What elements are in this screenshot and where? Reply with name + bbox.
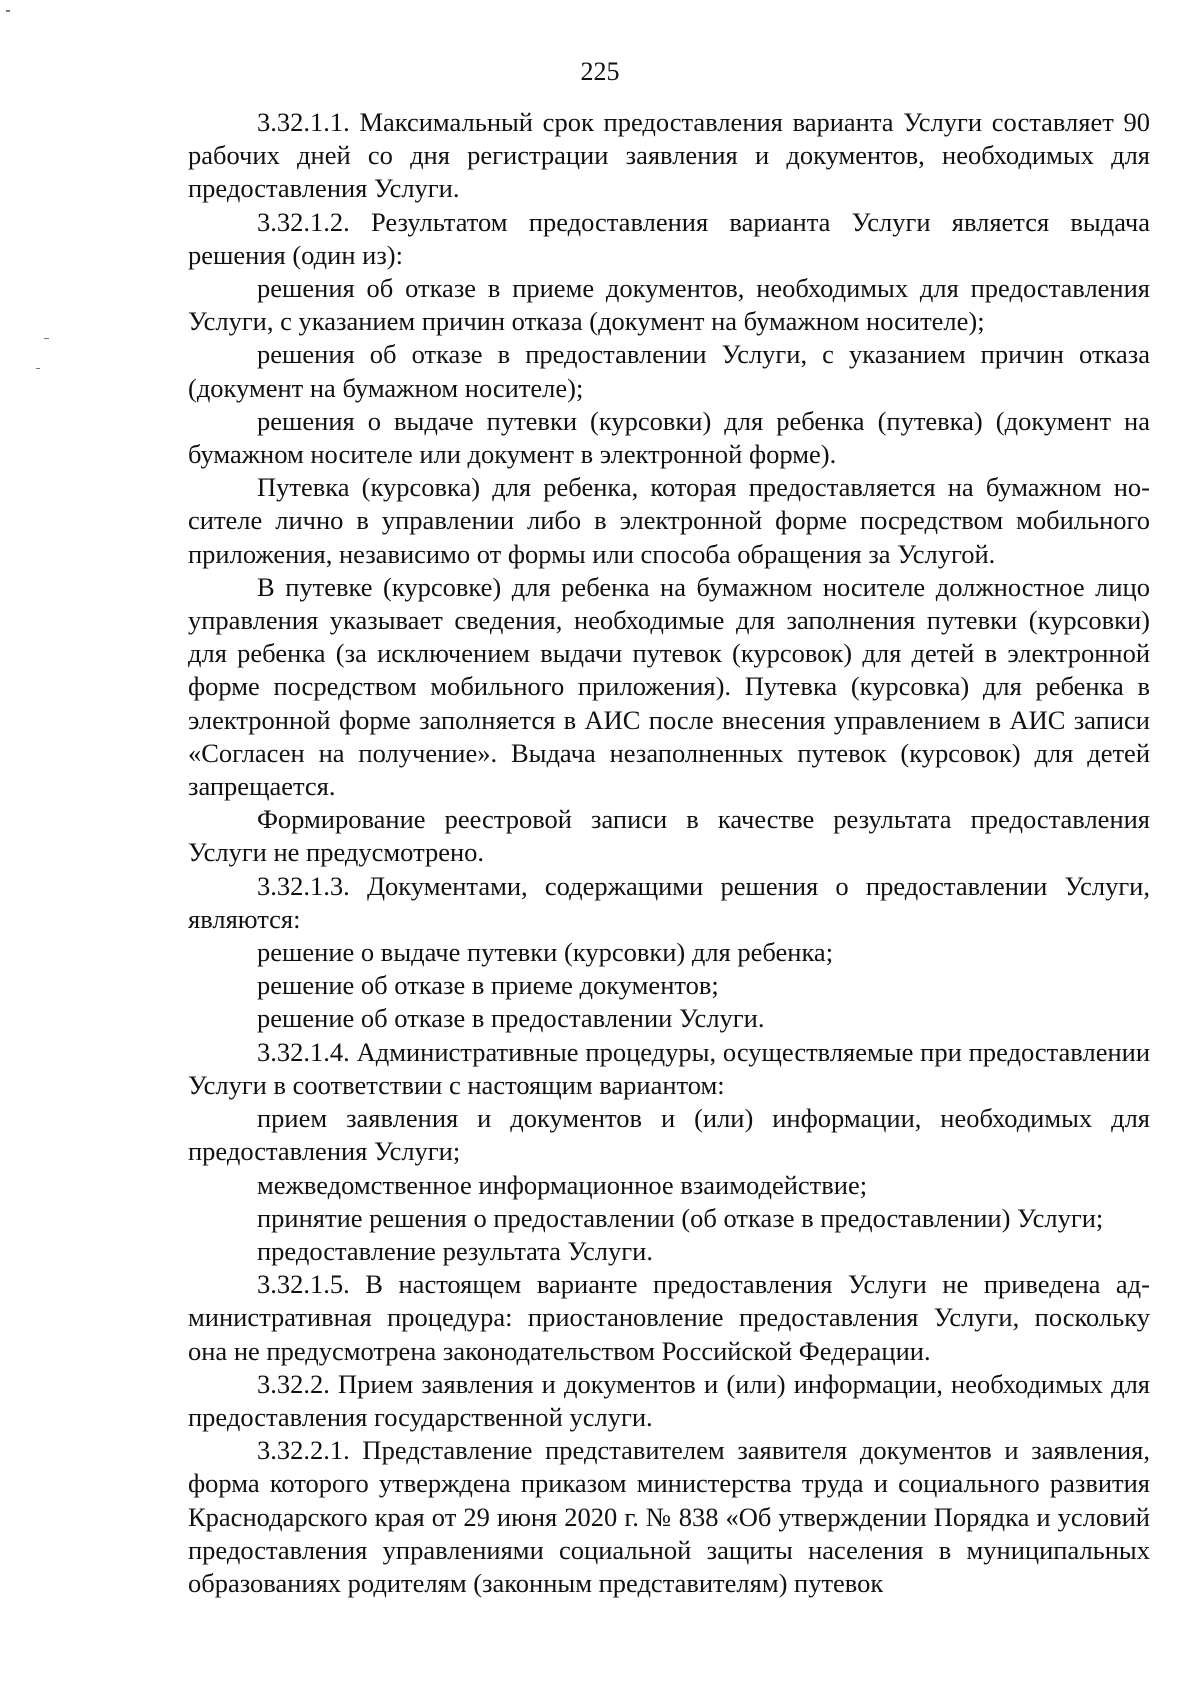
paragraph: 3.32.1.2. Результатом предоставления варианта Услуги является выдача решения (один из):	[188, 206, 1150, 270]
paragraph: 3.32.2.1. Представление представителем заявителя документов и заявления, форма которого утверждена приказом министерства труда и социального развития Краснодарского края от 29 июня 2020 г. № 838 «Об утверждении Порядка и условий предоставления управлениями социальной защиты населения в муниципальных образованиях родителям (законным представителям) путевок	[188, 1435, 1150, 1598]
list-item: решения об отказе в приеме документов, необходимых для предоставления Услуги, с указанием причин отказа (документ на бумажном носителе);	[188, 273, 1150, 337]
paragraph: 3.32.1.5. В настоящем варианте предоставления Услуги не приведена административная процедура: приостановление предоставления Услуги, поскольку она не предусмотрена законодательством Российской Федерации.	[188, 1269, 1150, 1366]
paragraph: 3.32.1.4. Административные процедуры, осуществляемые при предоставлении Услуги в соответствии с настоящим вариантом:	[188, 1036, 1150, 1100]
scan-artifact-mark	[6, 10, 10, 12]
list-item: предоставление результата Услуги.	[257, 1235, 653, 1266]
list-item: решения об отказе в предоставлении Услуги, с указанием причин отказа (документ на бумажном носителе);	[188, 339, 1150, 403]
list-item: межведомственное информационное взаимодействие;	[257, 1169, 868, 1200]
list-item: решение о выдаче путевки (курсовки) для ребенка;	[257, 937, 834, 968]
page-number: 225	[580, 57, 620, 86]
paragraph: 3.32.1.3. Документами, содержащими решения о предоставлении Услуги, являются:	[188, 870, 1150, 934]
scan-artifact-mark	[44, 338, 49, 339]
list-item: решения о выдаче путевки (курсовки) для ребенка (путевка) (документ на бумажном носителе или документ в электронной форме).	[188, 405, 1150, 470]
document-body	[188, 106, 1150, 1600]
paragraph: 3.32.2. Прием заявления и документов и (или) информации, необходимых для предоставления государственной услуги.	[188, 1368, 1150, 1432]
list-item: решение об отказе в предоставлении Услуги.	[257, 1003, 765, 1034]
list-item: решение об отказе в приеме документов;	[257, 970, 719, 1001]
list-item: прием заявления и документов и (или) информации, необходимых для предоставления Услуги;	[188, 1103, 1150, 1167]
paragraph: 3.32.1.1. Максимальный срок предоставления варианта Услуги составляет 90 рабочих дней со дня регистрации заявления и документов, необходимых для предоставления Услуги.	[188, 107, 1150, 204]
paragraph: Формирование реестровой записи в качестве результата предоставления Услуги не предусмотрено.	[188, 804, 1150, 868]
list-item: принятие решения о предоставлении (об отказе в предоставлении) Услуги;	[257, 1202, 1104, 1233]
paragraph: Путевка (курсовка) для ребенка, которая предоставляется на бумажном носителе лично в управлении либо в электронной форме посредством мобильного приложения, независимо от формы или способа обращения за Услугой.	[188, 472, 1150, 569]
scan-artifact-mark	[36, 368, 40, 369]
paragraph: В путевке (курсовке) для ребенка на бумажном носителе должностное лицо управления указывает сведения, необходимые для заполнения путевки (курсовки) для ребенка (за исключением выдачи путевок (курсовок) для детей в электронной форме посредством мобильного приложения). Путевка (курсовка) для ребенка в электронной форме заполняется в АИС после внесения управлением в АИС записи «Согласен на получение». Выдача незаполненных путевок (курсовок) для детей запрещается.	[188, 571, 1150, 802]
